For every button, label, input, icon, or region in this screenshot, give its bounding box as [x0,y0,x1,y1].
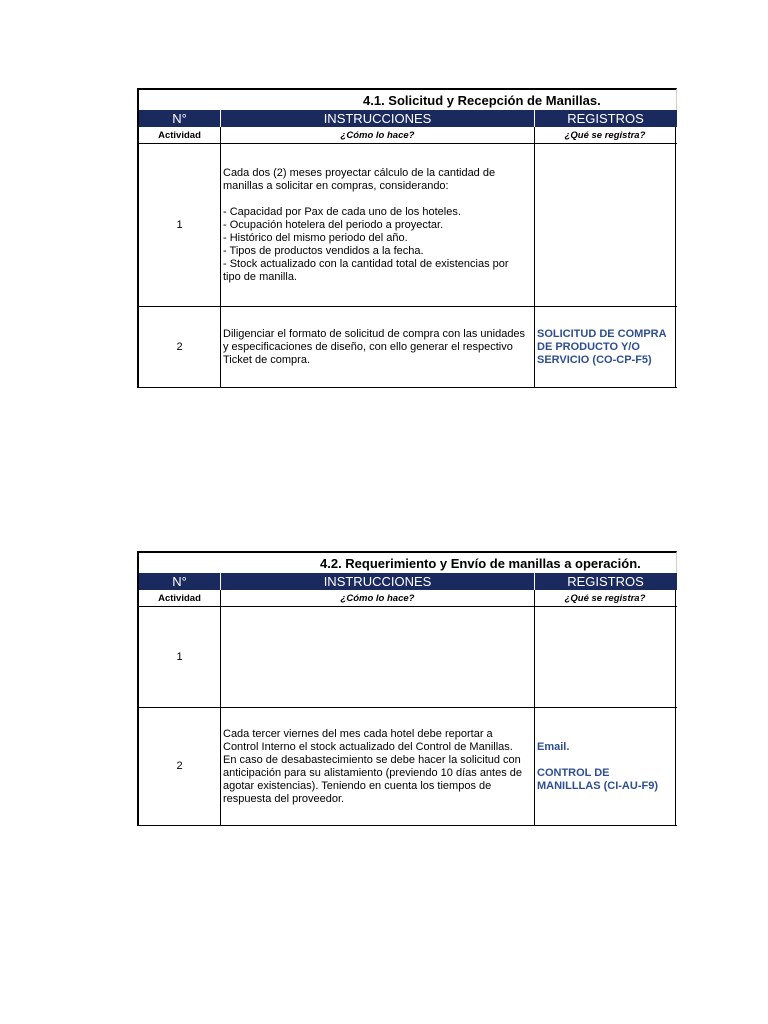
row-instructions [221,607,535,707]
section-title-row [139,88,677,110]
row-record [535,144,676,306]
table-row [139,307,677,388]
subheader-how: ¿Cómo lo hace? [221,127,535,143]
row-number: 2 [139,708,221,825]
header-number: N° [139,110,221,127]
table-row [139,607,677,708]
header-instructions: INSTRUCCIONES [221,573,535,590]
header-row [139,110,677,127]
header-instructions: INSTRUCCIONES [221,110,535,127]
header-row [139,573,677,590]
header-number: N° [139,573,221,590]
table-row [139,708,677,826]
section-title-row [139,551,677,573]
row-record [535,607,676,707]
section-4-2-table [137,551,677,826]
section-title: 4.1. Solicitud y Recepción de Manillas. [363,92,601,108]
subheader-what: ¿Qué se registra? [535,127,676,143]
row-record-link[interactable]: Email. CONTROL DE MANILLLAS (CI-AU-F9) [535,708,676,825]
subheader-activity: Actividad [139,590,221,606]
section-title: 4.2. Requerimiento y Envío de manillas a operación. [320,555,641,571]
subheader-row [139,590,677,607]
header-records: REGISTROS [567,574,644,589]
row-instructions: Cada tercer viernes del mes cada hotel debe reportar a Control Interno el stock actualizado del Control de Manillas. En caso de desabastecimiento se debe hacer la solicitud con anticipación para su alistamiento (previendo 10 días antes de agotar existencias). Teniendo en cuenta los tiempos de respuesta del proveedor. [221,708,535,825]
subheader-how: ¿Cómo lo hace? [221,590,535,606]
row-number: 2 [139,307,221,387]
table-row [139,144,677,307]
row-number: 1 [139,144,221,306]
subheader-activity: Actividad [139,127,221,143]
row-instructions: Diligenciar el formato de solicitud de compra con las unidades y especificaciones de diseño, con ello generar el respectivo Ticket de compra. [221,307,535,387]
header-records: REGISTROS [567,111,644,126]
subheader-row [139,127,677,144]
row-number: 1 [139,607,221,707]
row-record-link[interactable]: SOLICITUD DE COMPRA DE PRODUCTO Y/O SERVICIO (CO-CP-F5) [535,307,676,387]
section-4-1-table [137,88,677,388]
subheader-what: ¿Qué se registra? [535,590,676,606]
row-instructions: Cada dos (2) meses proyectar cálculo de la cantidad de manillas a solicitar en compras, considerando: - Capacidad por Pax de cada uno de los hoteles. - Ocupación hotelera del periodo a proyectar. - Histórico del mismo periodo del año. - Tipos de productos vendidos a la fecha. - Stock actualizado con la cantidad total de existencias por tipo de manilla. [221,144,535,306]
